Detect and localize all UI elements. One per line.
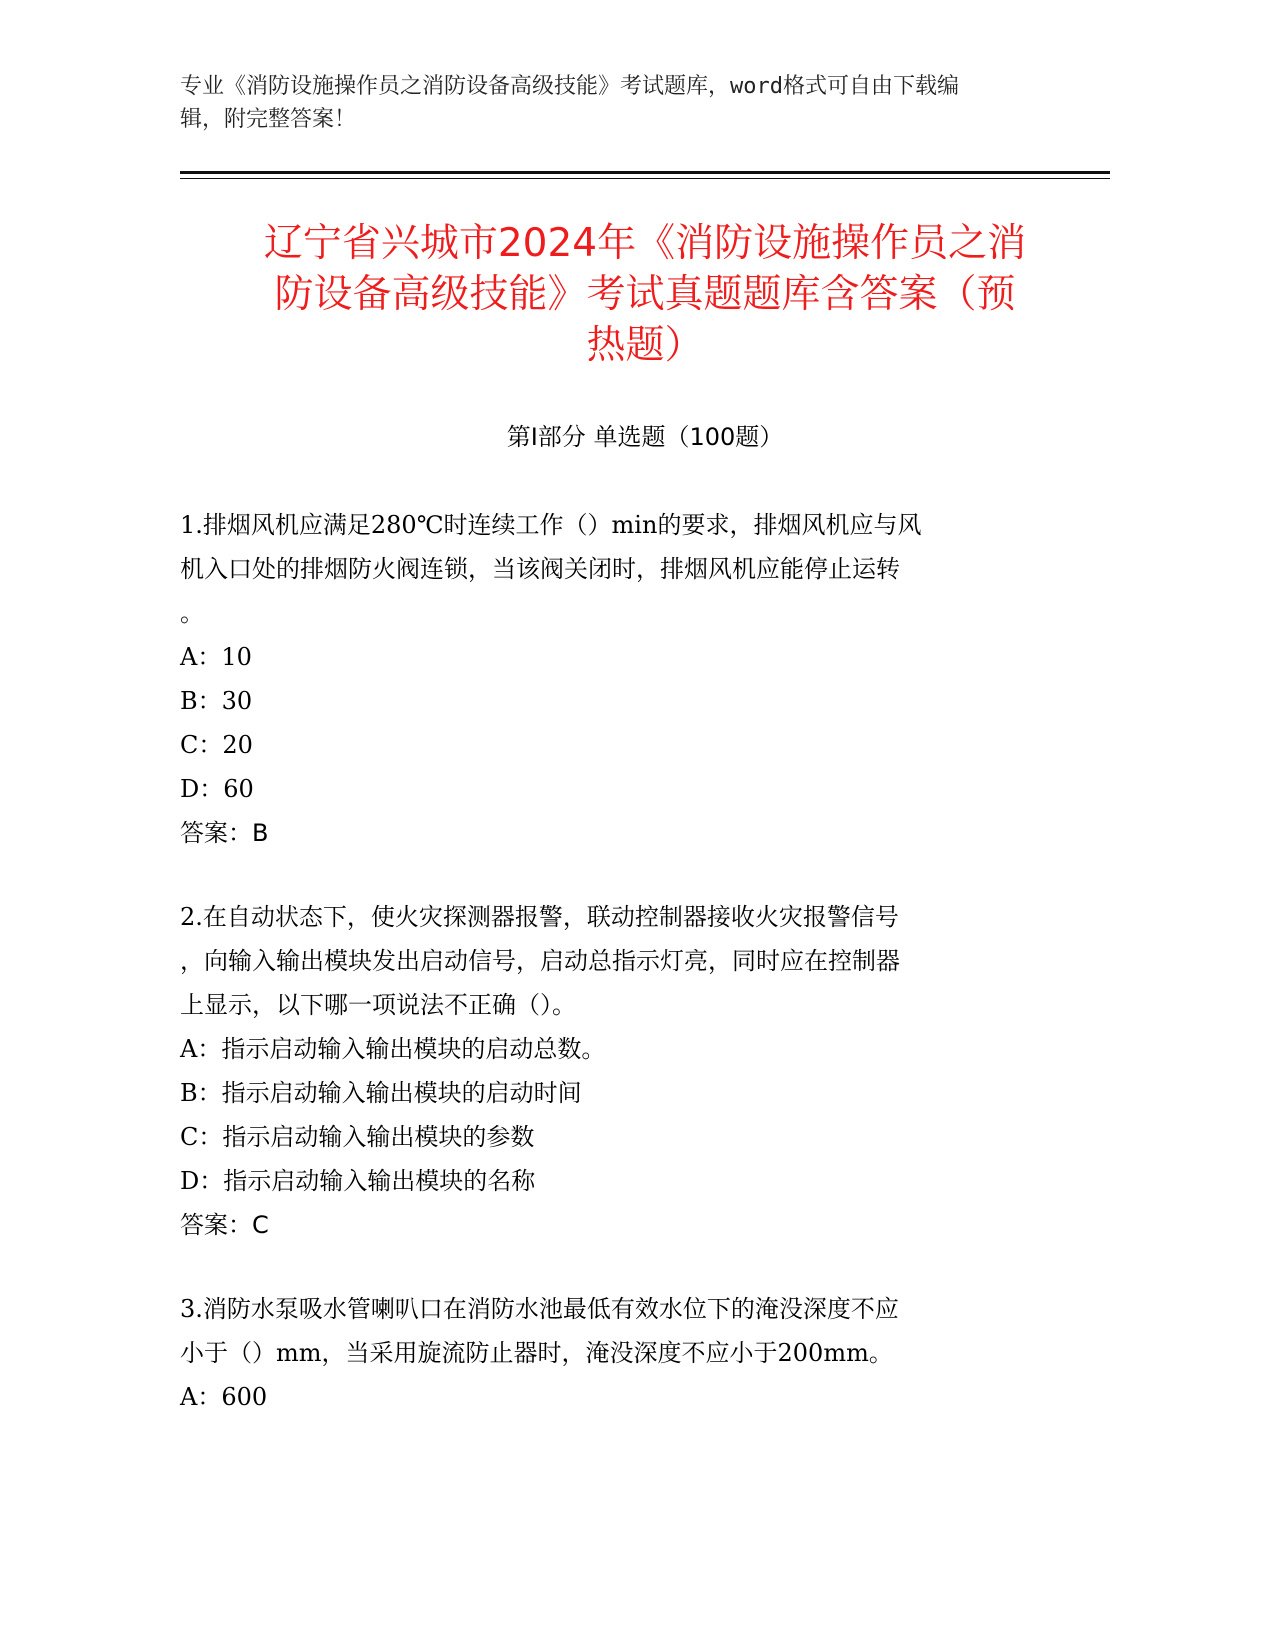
question-3 [180,1287,1030,1419]
question-stem-line: 2.在自动状态下，使火灾探测器报警，联动控制器接收火灾报警信号 [180,903,899,931]
option-a: A：10 [180,643,252,671]
option-c: C：20 [180,731,253,759]
title-line: 热题） [586,323,704,368]
header-divider-thin [180,178,1110,179]
title-line: 辽宁省兴城市2024年《消防设施操作员之消 [263,221,1027,266]
question-stem-line: ，向输入输出模块发出启动信号，启动总指示灯亮，同时应在控制器 [180,947,900,975]
answer: 答案：B [180,819,269,847]
option-b: B：30 [180,687,253,715]
option-b: B：指示启动输入输出模块的启动时间 [180,1079,582,1107]
question-stem-line: 1.排烟风机应满足280℃时连续工作（）min的要求，排烟风机应与风 [180,511,922,539]
option-c: C：指示启动输入输出模块的参数 [180,1123,535,1151]
question-2 [180,895,1030,1247]
section-heading: 第Ⅰ部分 单选题（100题） [506,423,784,451]
header-note-line: 辑，附完整答案！ [180,107,357,132]
header-note-line: 专业《消防设施操作员之消防设备高级技能》考试题库，word格式可自由下载编 [180,74,959,99]
question-stem-line: 小于（）mm，当采用旋流防止器时，淹没深度不应小于200mm。 [180,1339,893,1367]
question-stem-line: 上显示，以下哪一项说法不正确（）。 [180,991,576,1019]
option-a: A：600 [180,1383,268,1411]
option-a: A：指示启动输入输出模块的启动总数。 [180,1035,606,1063]
option-d: D：指示启动输入输出模块的名称 [180,1167,536,1195]
question-stem-line: 机入口处的排烟防火阀连锁，当该阀关闭时，排烟风机应能停止运转 [180,555,900,583]
option-d: D：60 [180,775,254,803]
question-stem-line: 。 [180,599,204,627]
title-line: 防设备高级技能》考试真题题库含答案（预 [274,272,1016,317]
question-stem-line: 3.消防水泵吸水管喇叭口在消防水池最低有效水位下的淹没深度不应 [180,1295,899,1323]
header-divider-thick [180,171,1110,174]
question-1 [180,503,1030,855]
header-note [180,70,1030,136]
answer: 答案：C [180,1211,269,1239]
document-title [180,218,1110,371]
